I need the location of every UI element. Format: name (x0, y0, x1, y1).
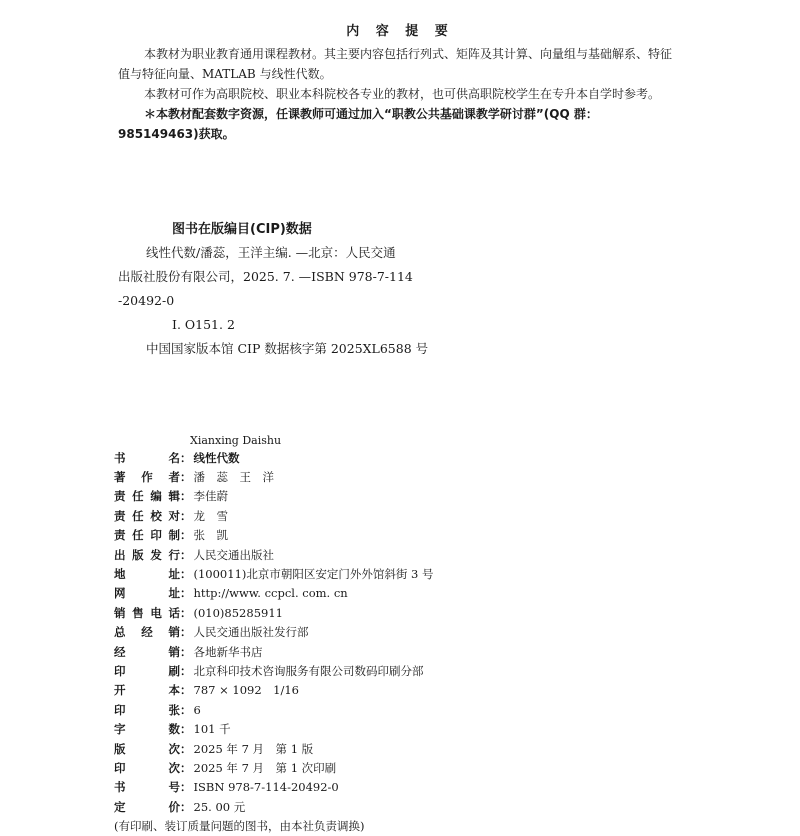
colophon-label: 责 任 编 辑 (114, 489, 180, 504)
cip-line-2: 出版社股份有限公司，2025. 7. —ISBN 978-7-114 (118, 269, 413, 284)
colophon-colon: ： (180, 586, 192, 601)
colophon-value: 787 × 1092 1/16 (193, 683, 299, 698)
colophon-row (114, 526, 714, 545)
colophon-colon: ： (180, 625, 192, 640)
colophon-label: 责 任 印 制 (114, 528, 180, 543)
colophon-colon: ： (180, 799, 192, 814)
summary-paragraph-2-text: 本教材可作为高职院校、职业本科院校各专业的教材，也可供高职院校学生在专升本自学时参考。 (144, 87, 661, 101)
colophon-row (114, 467, 714, 486)
colophon-value: 25. 00 元 (193, 799, 246, 814)
colophon-value: 6 (193, 702, 201, 717)
colophon-row (114, 584, 714, 603)
colophon-value: 线性代数 (193, 450, 240, 465)
cip-heading: 图书在版编目(CIP)数据 (172, 222, 312, 237)
summary-paragraph-3 (118, 104, 678, 144)
colophon-row (114, 623, 714, 642)
colophon-colon: ： (180, 450, 192, 465)
colophon-row (114, 642, 714, 661)
colophon-colon: ： (180, 644, 192, 659)
cip-line-1: 线性代数/潘蕊，王洋主编. —北京：人民交通 (146, 245, 396, 260)
colophon-colon: ： (180, 702, 192, 717)
colophon-value: (010)85285911 (193, 605, 283, 620)
colophon-colon: ： (180, 470, 192, 485)
colophon-colon: ： (180, 567, 192, 582)
book-title-pinyin: Xianxing Daishu (190, 434, 282, 447)
colophon-value: 101 千 (193, 722, 231, 737)
colophon-value: 龙 雪 (193, 508, 228, 523)
colophon-label: 网 址 (114, 586, 180, 601)
colophon-row (114, 545, 714, 564)
colophon-value: 2025 年 7 月 第 1 次印刷 (193, 760, 337, 775)
summary-paragraph-1-text: 本教材为职业教育通用课程教材。其主要内容包括行列式、矩阵及其计算、向量组与基础解系、特征值与特征向量、MATLAB 与线性代数。 (118, 47, 673, 81)
summary-paragraph-1 (118, 44, 678, 84)
colophon-colon: ： (180, 722, 192, 737)
quality-note: (有印刷、装订质量问题的图书，由本社负责调换) (114, 819, 365, 834)
colophon-value: http://www. ccpcl. com. cn (193, 586, 348, 601)
colophon-value: 2025 年 7 月 第 1 版 (193, 741, 314, 756)
colophon-row (114, 719, 714, 738)
colophon-row (114, 778, 714, 797)
colophon-colon: ： (180, 605, 192, 620)
colophon-row (114, 487, 714, 506)
colophon-row (114, 700, 714, 719)
colophon-colon: ： (180, 663, 192, 678)
colophon-value: ISBN 978-7-114-20492-0 (193, 780, 339, 795)
colophon-value: 李佳蔚 (193, 489, 228, 504)
colophon-value: 潘 蕊 王 洋 (193, 470, 274, 485)
cip-line-3: -20492-0 (118, 293, 175, 308)
colophon-value: 人民交通出版社发行部 (193, 625, 309, 640)
colophon-label: 字 数 (114, 722, 180, 737)
colophon-colon: ： (180, 528, 192, 543)
cip-record-number: 中国国家版本馆 CIP 数据核字第 2025XL6588 号 (146, 341, 429, 356)
colophon-colon: ： (180, 760, 192, 775)
colophon-colon: ： (180, 683, 192, 698)
colophon-value: 张 凯 (193, 528, 228, 543)
summary-title: 内 容 提 要 (346, 24, 454, 39)
colophon-row (114, 448, 714, 467)
colophon-value: 各地新华书店 (193, 644, 263, 659)
colophon-label: 出 版 发 行 (114, 547, 180, 562)
colophon-label: 书 号 (114, 780, 180, 795)
colophon-colon: ： (180, 508, 192, 523)
colophon-label: 开 本 (114, 683, 180, 698)
colophon-row (114, 739, 714, 758)
colophon-label: 销 售 电 话 (114, 605, 180, 620)
colophon-row (114, 681, 714, 700)
summary-paragraph-2 (118, 84, 678, 104)
colophon-label: 经 销 (114, 644, 180, 659)
colophon-value: 人民交通出版社 (193, 547, 274, 562)
colophon-row (114, 603, 714, 622)
colophon-label: 印 次 (114, 760, 180, 775)
colophon-label: 著 作 者 (114, 470, 180, 485)
colophon-label: 印 张 (114, 702, 180, 717)
colophon-value: 北京科印技术咨询服务有限公司数码印刷分部 (193, 663, 424, 678)
colophon-label: 责 任 校 对 (114, 508, 180, 523)
summary-paragraph-3-text: ＊本教材配套数字资源，任课教师可通过加入“职教公共基础课教学研讨群”(QQ 群：985149463)获取。 (118, 107, 598, 141)
colophon-label: 书 名 (114, 450, 180, 465)
colophon-label: 地 址 (114, 567, 180, 582)
colophon-label: 版 次 (114, 741, 180, 756)
colophon-colon: ： (180, 741, 192, 756)
colophon-value: (100011)北京市朝阳区安定门外外馆斜街 3 号 (193, 567, 434, 582)
colophon-colon: ： (180, 780, 192, 795)
colophon-label: 定 价 (114, 799, 180, 814)
colophon-label: 总 经 销 (114, 625, 180, 640)
colophon-row (114, 506, 714, 525)
colophon-row (114, 661, 714, 680)
colophon-row (114, 758, 714, 777)
colophon-colon: ： (180, 547, 192, 562)
colophon-colon: ： (180, 489, 192, 504)
colophon-label: 印 刷 (114, 663, 180, 678)
cip-classification: Ⅰ. O151. 2 (172, 317, 235, 332)
colophon-row (114, 564, 714, 583)
colophon-table (114, 448, 714, 836)
